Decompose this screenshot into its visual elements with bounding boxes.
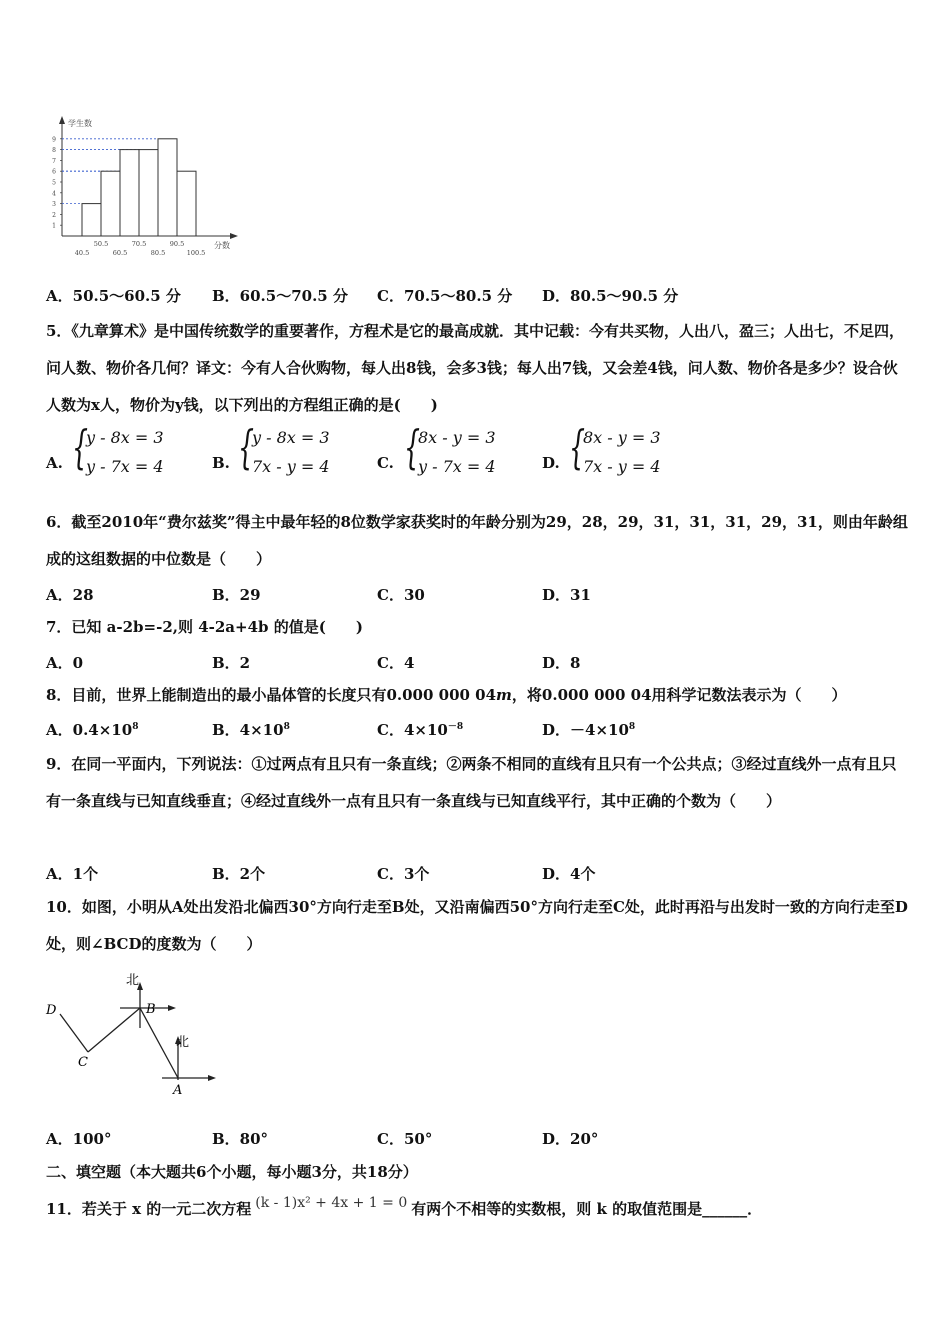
q9-option-c[interactable]: C．3个 [377, 865, 430, 883]
question-9-text: 9．在同一平面内，下列说法：①过两点有且只有一条直线；②两条不相同的直线有且只有一个公共点；③经过直线外一点有且只有一条直线与已知直线垂直；④经过直线外一点有且只有一条直线与已知直线平行，其中正确的个数为（ ） [46, 755, 897, 810]
q5-d-eq2: 7x - y = 4 [583, 457, 661, 476]
histogram-ytick: 7 [52, 157, 56, 165]
section-2-heading: 二、填空题（本大题共6个小题，每小题3分，共18分） [46, 1163, 418, 1181]
q7-option-b[interactable]: B．2 [212, 654, 251, 672]
q8-c-exp: －8 [447, 722, 464, 732]
histogram-xtick: 80.5 [150, 249, 166, 257]
q11-before: 11．若关于 x 的一元二次方程 [46, 1200, 252, 1218]
histogram-xtick: 100.5 [186, 249, 206, 257]
question-5-text: 5．《九章算术》是中国传统数学的重要著作，方程术是它的最高成就．其中记载：今有共买物，人出八，盈三；人出七，不足四，问人数、物价各几何？译文：今有人合伙购物，每人出8钱，会多3钱；每人出7钱，又会差4钱，问人数、物价各是多少？设合伙人数为x人，物价为y钱，以下列出的方程组正确的是( ) [46, 322, 904, 414]
q8-text-unit: m [496, 686, 512, 704]
histogram-bar [158, 139, 177, 236]
q4-option-c[interactable]: C．70.5～80.5 分 [377, 287, 513, 305]
histogram-xtick: 90.5 [169, 240, 185, 248]
histogram-bar [82, 204, 101, 236]
q8-option-d[interactable] [542, 719, 635, 740]
q5-a-eq1: y - 8x = 3 [86, 428, 164, 447]
q8-text-after: ，将0.000 000 04用科学记数法表示为（ ） [511, 686, 847, 704]
q9-option-b[interactable]: B．2个 [212, 865, 266, 883]
q8-text-before: 8．目前，世界上能制造出的最小晶体管的长度只有0.000 000 04 [46, 686, 497, 704]
q4-option-b[interactable]: B．60.5～70.5 分 [212, 287, 348, 305]
q10-option-b[interactable]: B．80° [212, 1130, 269, 1148]
q5-option-a-system[interactable]: { y - 8x = 3 y - 7x = 4 [72, 420, 164, 476]
q6-option-a[interactable]: A．28 [46, 586, 94, 604]
histogram-xtick: 60.5 [112, 249, 128, 257]
q5-b-eq1: y - 8x = 3 [252, 428, 330, 447]
q6-option-d[interactable]: D．31 [542, 586, 591, 604]
q6-option-c[interactable]: C．30 [377, 586, 425, 604]
histogram-ytick: 6 [52, 168, 56, 176]
histogram-ytick: 1 [52, 222, 56, 230]
histogram-bars [62, 139, 196, 236]
q8-a-exp: 8 [132, 722, 139, 732]
q8-option-a[interactable] [46, 719, 138, 740]
q5-a-eq2: y - 7x = 4 [86, 457, 164, 476]
q9-option-a[interactable]: A．1个 [46, 865, 99, 883]
q10-option-a[interactable]: A．100° [46, 1130, 112, 1148]
figure-label-b: B [146, 1002, 156, 1017]
question-7-text: 7．已知 a-2b=-2,则 4-2a+4b 的值是( ) [46, 618, 363, 636]
q8-d-exp: 8 [628, 722, 636, 732]
q7-option-c[interactable]: C．4 [377, 654, 415, 672]
histogram-xtick: 40.5 [74, 249, 90, 257]
question-11-text [46, 1195, 763, 1219]
histogram-xlabel: 分数 [214, 241, 230, 250]
histogram-xtick: 50.5 [93, 240, 109, 248]
question-10-text: 10．如图，小明从A处出发沿北偏西30°方向行走至B处，又沿南偏西50°方向行走至C处，此时再沿与出发时一致的方向行走至D处，则∠BCD的度数为（ ） [46, 898, 908, 953]
q11-formula: (k - 1)x² + 4x + 1 = 0 [255, 1195, 408, 1211]
direction-figure [40, 970, 230, 1110]
q9-option-d[interactable]: D．4个 [542, 865, 596, 883]
q10-option-d[interactable]: D．20° [542, 1130, 599, 1148]
q5-option-b-system[interactable]: { y - 8x = 3 7x - y = 4 [238, 420, 330, 476]
q8-option-c[interactable] [377, 719, 463, 740]
histogram-ytick: 8 [52, 147, 56, 155]
question-6-text: 6．截至2010年“费尔兹奖”得主中最年轻的8位数学家获奖时的年龄分别为29，28，29，31，31，31，29，31，则由年龄组成的这组数据的中位数是（ ） [46, 513, 908, 568]
histogram-ytick: 3 [52, 201, 56, 209]
q8-c-base: C．4×10 [377, 721, 448, 739]
figure-label-c: C [78, 1055, 88, 1070]
q7-option-d[interactable]: D．8 [542, 654, 581, 672]
histogram-ytick: 9 [52, 136, 56, 144]
histogram-bar [101, 171, 120, 236]
q8-d-base: D．－4×10 [542, 721, 629, 739]
figure-label-d: D [46, 1003, 57, 1018]
figure-north-1: 北 [126, 973, 140, 988]
histogram-xtick: 70.5 [131, 240, 147, 248]
q4-option-a[interactable]: A．50.5～60.5 分 [46, 287, 181, 305]
q8-b-base: B．4×10 [212, 721, 284, 739]
histogram-bar [177, 171, 196, 236]
q8-a-base: A．0.4×10 [46, 721, 133, 739]
histogram-ylabel: 学生数 [68, 119, 92, 128]
histogram-ytick: 4 [52, 190, 56, 198]
q5-option-d-label[interactable]: D. [542, 454, 560, 472]
q5-option-d-system[interactable]: { 8x - y = 3 7x - y = 4 [569, 420, 661, 476]
q8-option-b[interactable] [212, 719, 290, 740]
q5-option-c-label[interactable]: C. [377, 454, 394, 472]
q5-option-a-label[interactable]: A. [46, 454, 63, 472]
figure-label-a: A [173, 1083, 183, 1098]
histogram-chart [44, 112, 244, 262]
q7-option-a[interactable]: A．0 [46, 654, 84, 672]
q8-b-exp: 8 [283, 722, 290, 732]
q10-option-c[interactable]: C．50° [377, 1130, 433, 1148]
q5-b-eq2: 7x - y = 4 [252, 457, 330, 476]
histogram-ytick: 5 [52, 179, 56, 187]
question-8-text [46, 677, 910, 714]
q5-d-eq1: 8x - y = 3 [583, 428, 661, 447]
histogram-bar [139, 150, 158, 236]
q5-c-eq2: y - 7x = 4 [418, 457, 496, 476]
q5-c-eq1: 8x - y = 3 [418, 428, 496, 447]
q5-option-b-label[interactable]: B. [212, 454, 230, 472]
q11-after: 有两个不相等的实数根，则 k 的取值范围是______． [411, 1200, 763, 1218]
histogram-ytick: 2 [52, 211, 56, 219]
q5-option-c-system[interactable]: { 8x - y = 3 y - 7x = 4 [404, 420, 496, 476]
figure-north-2: 北 [176, 1035, 190, 1050]
q6-option-b[interactable]: B．29 [212, 586, 261, 604]
histogram-bar [120, 150, 139, 236]
q4-option-d[interactable]: D．80.5～90.5 分 [542, 287, 679, 305]
